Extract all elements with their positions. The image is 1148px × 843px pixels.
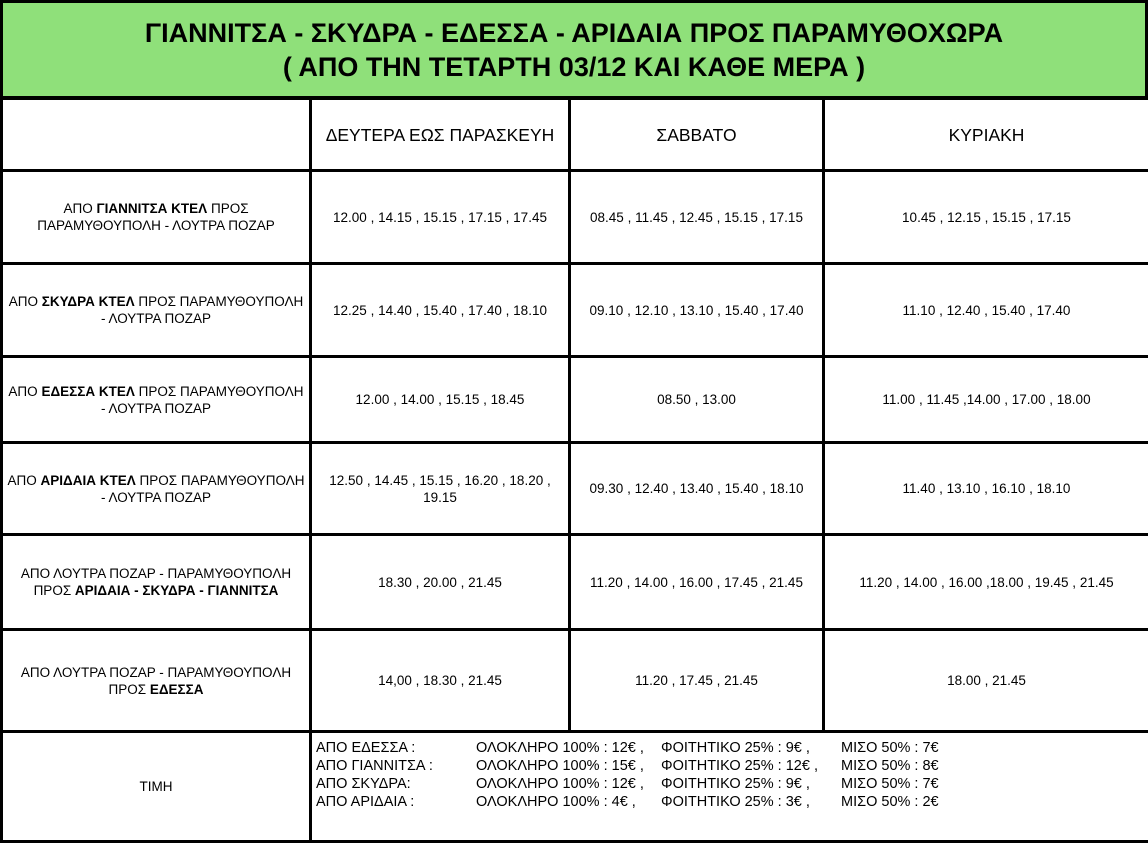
route-row [2, 630, 1148, 732]
schedule-table [0, 97, 1148, 843]
weekday-times: 12.00 , 14.00 , 15.15 , 18.45 [311, 357, 570, 443]
schedule-title: ΓΙΑΝΝΙΤΣΑ - ΣΚΥΔΡΑ - ΕΔΕΣΣΑ - ΑΡΙΔΑΙΑ ΠΡΟΣ ΠΑΡΑΜΥΘΟΧΩΡΑ [145, 16, 1003, 50]
price-half: ΜΙΣΟ 50% : 7€ [841, 775, 971, 793]
sunday-times: 10.45 , 12.15 , 15.15 , 17.15 [824, 171, 1148, 264]
column-header-row [2, 99, 1148, 171]
route-origin: ΑΠΟ ΛΟΥΤΡΑ ΠΟΖΑΡ - ΠΑΡΑΜΥΘΟΥΠΟΛΗ ΠΡΟΣ ΑΡΙΔΑΙΑ - ΣΚΥΔΡΑ - ΓΙΑΝΝΙΤΣΑ [2, 535, 311, 630]
weekday-times: 14,00 , 18.30 , 21.45 [311, 630, 570, 732]
sunday-times: 11.10 , 12.40 , 15.40 , 17.40 [824, 264, 1148, 357]
saturday-times: 09.10 , 12.10 , 13.10 , 15.40 , 17.40 [570, 264, 824, 357]
price-half: ΜΙΣΟ 50% : 7€ [841, 739, 971, 757]
route-origin: ΑΠΟ ΓΙΑΝΝΙΤΣΑ ΚΤΕΛ ΠΡΟΣ ΠΑΡΑΜΥΘΟΥΠΟΛΗ - ΛΟΥΤΡΑ ΠΟΖΑΡ [2, 171, 311, 264]
price-full: ΟΛΟΚΛΗΡΟ 100% : 12€ , [476, 739, 661, 757]
price-full: ΟΛΟΚΛΗΡΟ 100% : 4€ , [476, 793, 661, 811]
route-column-header [2, 99, 311, 171]
saturday-times: 11.20 , 17.45 , 21.45 [570, 630, 824, 732]
saturday-times: 11.20 , 14.00 , 16.00 , 17.45 , 21.45 [570, 535, 824, 630]
sunday-times: 11.00 , 11.45 ,14.00 , 17.00 , 18.00 [824, 357, 1148, 443]
weekday-times: 12.00 , 14.15 , 15.15 , 17.15 , 17.45 [311, 171, 570, 264]
route-row [2, 264, 1148, 357]
weekday-times: 12.25 , 14.40 , 15.40 , 17.40 , 18.10 [311, 264, 570, 357]
price-line [316, 775, 1144, 793]
price-student: ΦΟΙΤΗΤΙΚΟ 25% : 12€ , [661, 757, 841, 775]
route-origin: ΑΠΟ ΑΡΙΔΑΙΑ ΚΤΕΛ ΠΡΟΣ ΠΑΡΑΜΥΘΟΥΠΟΛΗ - ΛΟΥΤΡΑ ΠΟΖΑΡ [2, 443, 311, 535]
price-full: ΟΛΟΚΛΗΡΟ 100% : 12€ , [476, 775, 661, 793]
weekdays-column-header: ΔΕΥΤΕΡΑ ΕΩΣ ΠΑΡΑΣΚΕΥΗ [311, 99, 570, 171]
price-line [316, 739, 1144, 757]
price-origin: ΑΠΟ ΑΡΙΔΑΙΑ : [316, 793, 476, 811]
route-origin: ΑΠΟ ΛΟΥΤΡΑ ΠΟΖΑΡ - ΠΑΡΑΜΥΘΟΥΠΟΛΗ ΠΡΟΣ ΕΔΕΣΣΑ [2, 630, 311, 732]
price-student: ΦΟΙΤΗΤΙΚΟ 25% : 9€ , [661, 775, 841, 793]
price-list [311, 732, 1148, 842]
sunday-times: 11.40 , 13.10 , 16.10 , 18.10 [824, 443, 1148, 535]
weekday-times: 18.30 , 20.00 , 21.45 [311, 535, 570, 630]
route-row [2, 535, 1148, 630]
saturday-times: 08.45 , 11.45 , 12.45 , 15.15 , 17.15 [570, 171, 824, 264]
route-origin: ΑΠΟ ΕΔΕΣΣΑ ΚΤΕΛ ΠΡΟΣ ΠΑΡΑΜΥΘΟΥΠΟΛΗ - ΛΟΥΤΡΑ ΠΟΖΑΡ [2, 357, 311, 443]
price-label: ΤΙΜΗ [2, 732, 311, 842]
weekday-times: 12.50 , 14.45 , 15.15 , 16.20 , 18.20 , 19.15 [311, 443, 570, 535]
route-row [2, 357, 1148, 443]
schedule-header [0, 0, 1148, 99]
sunday-column-header: ΚΥΡΙΑΚΗ [824, 99, 1148, 171]
price-line [316, 793, 1144, 811]
route-origin: ΑΠΟ ΣΚΥΔΡΑ ΚΤΕΛ ΠΡΟΣ ΠΑΡΑΜΥΘΟΥΠΟΛΗ - ΛΟΥΤΡΑ ΠΟΖΑΡ [2, 264, 311, 357]
saturday-column-header: ΣΑΒΒΑΤΟ [570, 99, 824, 171]
price-half: ΜΙΣΟ 50% : 2€ [841, 793, 971, 811]
price-origin: ΑΠΟ ΣΚΥΔΡΑ: [316, 775, 476, 793]
sunday-times: 11.20 , 14.00 , 16.00 ,18.00 , 19.45 , 21.45 [824, 535, 1148, 630]
price-student: ΦΟΙΤΗΤΙΚΟ 25% : 3€ , [661, 793, 841, 811]
route-row [2, 171, 1148, 264]
price-line [316, 757, 1144, 775]
schedule-subtitle: ( ΑΠΟ ΤΗΝ ΤΕΤΑΡΤΗ 03/12 ΚΑΙ ΚΑΘΕ ΜΕΡΑ ) [283, 50, 865, 84]
price-origin: ΑΠΟ ΕΔΕΣΣΑ : [316, 739, 476, 757]
price-student: ΦΟΙΤΗΤΙΚΟ 25% : 9€ , [661, 739, 841, 757]
saturday-times: 09.30 , 12.40 , 13.40 , 15.40 , 18.10 [570, 443, 824, 535]
price-origin: ΑΠΟ ΓΙΑΝΝΙΤΣΑ : [316, 757, 476, 775]
route-row [2, 443, 1148, 535]
price-row [2, 732, 1148, 842]
price-full: ΟΛΟΚΛΗΡΟ 100% : 15€ , [476, 757, 661, 775]
price-half: ΜΙΣΟ 50% : 8€ [841, 757, 971, 775]
saturday-times: 08.50 , 13.00 [570, 357, 824, 443]
sunday-times: 18.00 , 21.45 [824, 630, 1148, 732]
